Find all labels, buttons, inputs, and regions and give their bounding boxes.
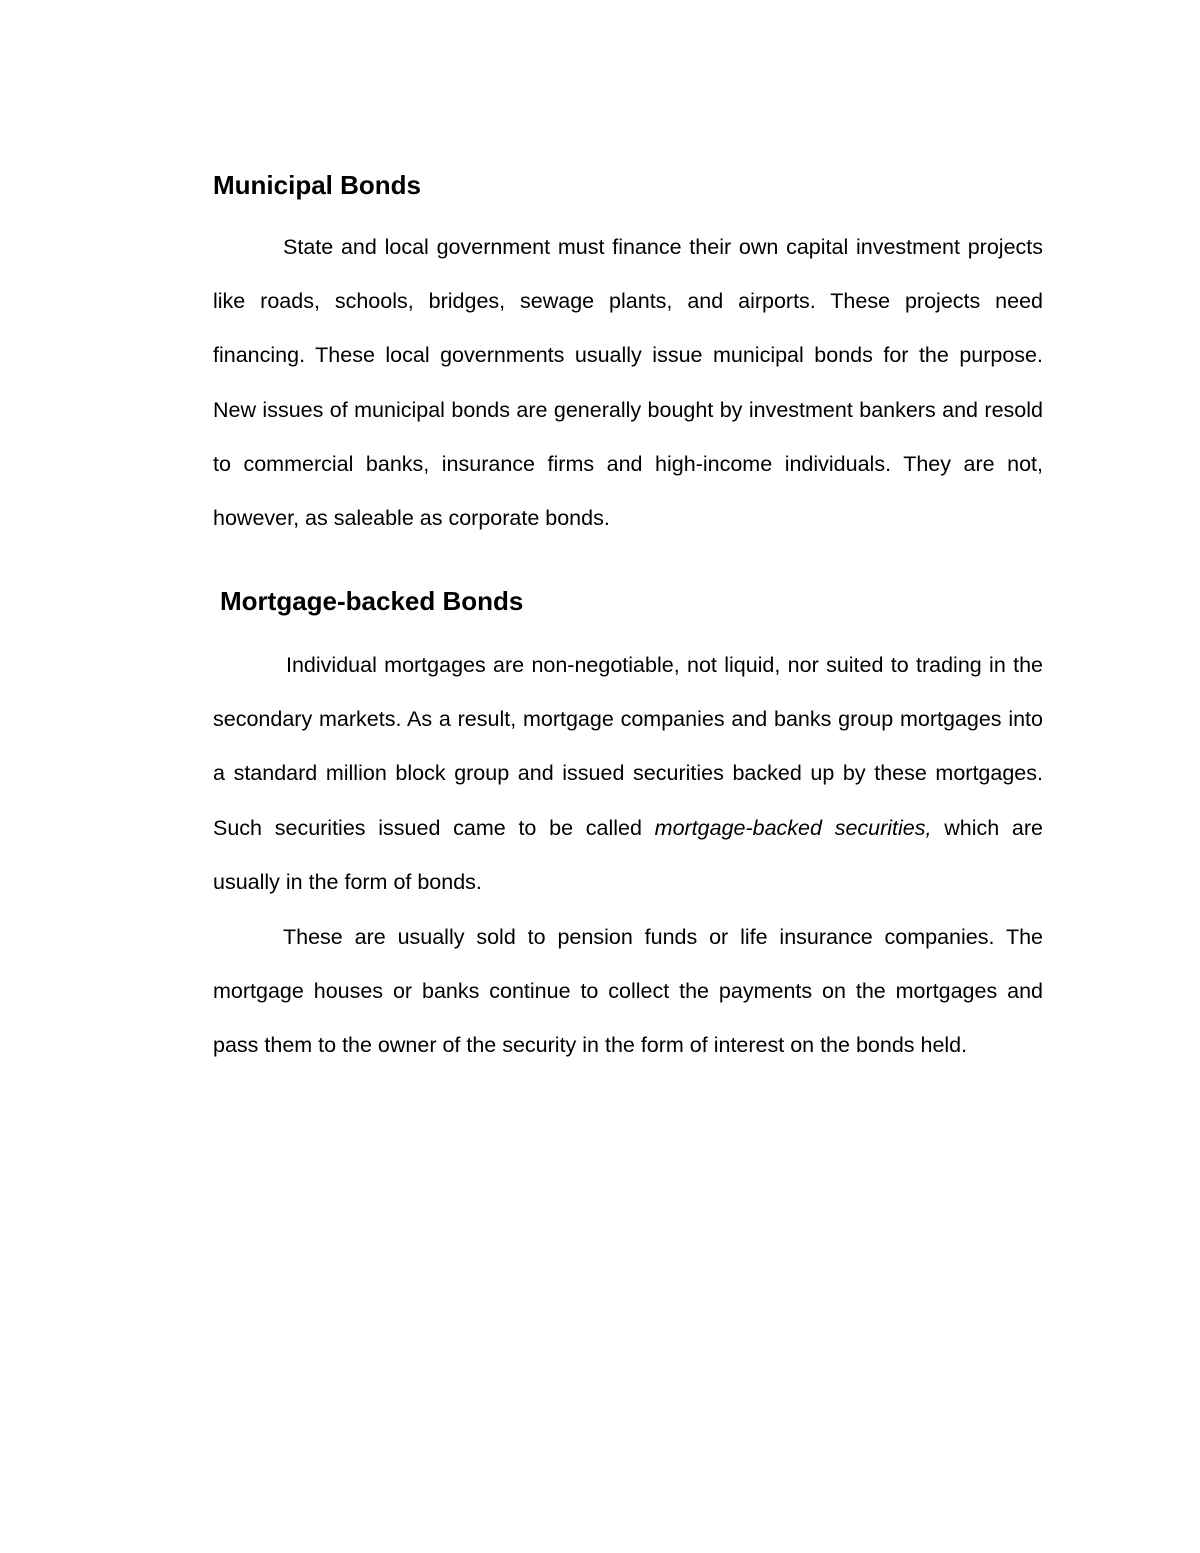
paragraph-mortgage-backed-intro bbox=[213, 638, 1043, 909]
section-heading-mortgage-backed-bonds: Mortgage-backed Bonds bbox=[220, 586, 524, 616]
section-heading-municipal-bonds: Municipal Bonds bbox=[213, 170, 421, 200]
paragraph-mortgage-backed-sales: These are usually sold to pension funds or life insurance companies. The mortgage houses or banks continue to collect the payments on the mortgages and pass them to the owner of the security in the form of interest on the bonds held. bbox=[213, 925, 1043, 1058]
italic-term: mortgage-backed securities, bbox=[654, 815, 932, 840]
paragraph-text: Individual mortgages are non-negotiable, not liquid, nor suited to trading in the secondary markets. As a result, mortgage companies and banks group mortgages into a standard million block group and issued securities backed up by these mortgages. Such securities issued came to be called bbox=[213, 653, 1043, 840]
paragraph-text: which are usually in the form of bonds. bbox=[213, 815, 1043, 894]
paragraph-municipal-bonds: State and local government must finance their own capital investment projects like roads, schools, bridges, sewage plants, and airports. These projects need financing. These local governments usually issue municipal bonds for the purpose. New issues of municipal bonds are generally bought by investment bankers and resold to commercial banks, insurance firms and high-income individuals. They are not, however, as saleable as corporate bonds. bbox=[213, 235, 1043, 531]
